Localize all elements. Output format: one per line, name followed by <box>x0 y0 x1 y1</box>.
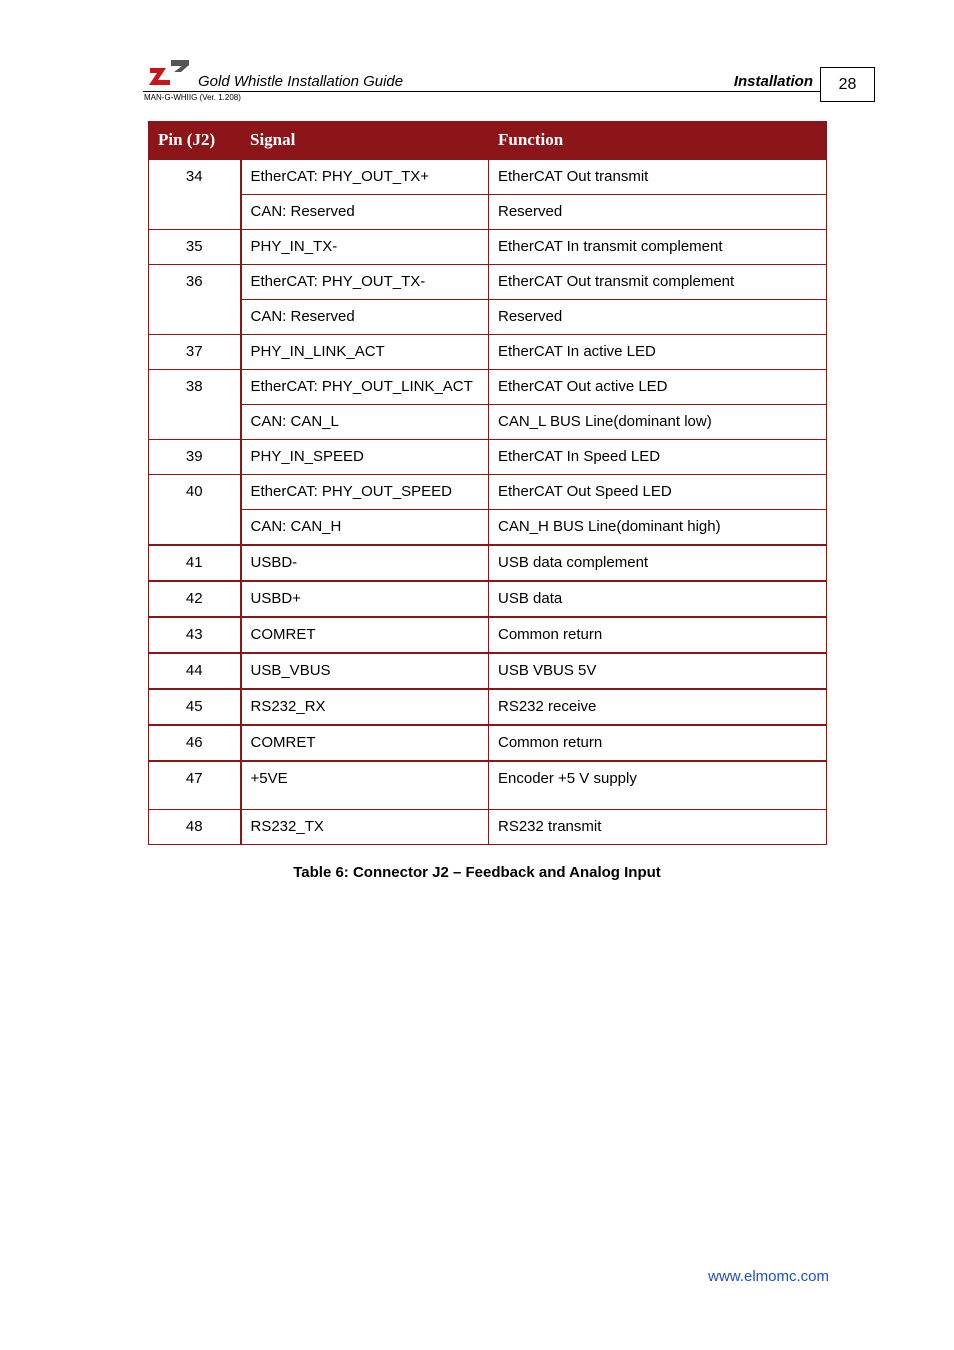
table-row <box>149 689 827 725</box>
signal-cell: USBD- <box>241 545 489 581</box>
signal-cell: CAN: CAN_H <box>241 510 489 546</box>
pin-cell: 41 <box>149 545 241 581</box>
website-link[interactable]: www.elmomc.com <box>708 1268 829 1285</box>
function-cell: USB data <box>489 581 827 617</box>
page-header <box>0 0 954 110</box>
function-cell: Reserved <box>489 300 827 335</box>
table-row <box>149 725 827 761</box>
signal-cell: COMRET <box>241 725 489 761</box>
table-row <box>149 545 827 581</box>
signal-cell: PHY_IN_SPEED <box>241 440 489 475</box>
signal-cell: USB_VBUS <box>241 653 489 689</box>
function-cell: RS232 receive <box>489 689 827 725</box>
pin-cell: 35 <box>149 230 241 265</box>
table-row <box>149 440 827 475</box>
pin-cell: 46 <box>149 725 241 761</box>
pin-cell: 39 <box>149 440 241 475</box>
function-cell: USB VBUS 5V <box>489 653 827 689</box>
signal-cell: EtherCAT: PHY_OUT_LINK_ACT <box>241 370 489 405</box>
pin-cell: 37 <box>149 335 241 370</box>
pin-cell: 34 <box>149 159 241 230</box>
function-cell: EtherCAT Out transmit complement <box>489 265 827 300</box>
function-cell: Common return <box>489 617 827 653</box>
table-row <box>149 475 827 510</box>
table-row <box>149 265 827 300</box>
column-header-pin: Pin (J2) <box>149 122 241 160</box>
column-header-signal: Signal <box>241 122 489 160</box>
table-row <box>149 335 827 370</box>
table-row <box>149 653 827 689</box>
signal-cell: PHY_IN_TX- <box>241 230 489 265</box>
document-version: MAN-G-WHIIG (Ver. 1.208) <box>144 93 241 102</box>
table-row <box>149 510 827 546</box>
table-caption: Table 6: Connector J2 – Feedback and Analog Input <box>293 864 661 881</box>
connector-j2-table <box>148 121 827 845</box>
function-cell: Common return <box>489 725 827 761</box>
function-cell: Encoder +5 V supply <box>489 761 827 809</box>
function-cell: EtherCAT In active LED <box>489 335 827 370</box>
signal-cell: +5VE <box>241 761 489 809</box>
elmo-logo-icon <box>148 58 190 86</box>
page-number: 28 <box>820 67 875 102</box>
function-cell: CAN_L BUS Line(dominant low) <box>489 405 827 440</box>
signal-cell: EtherCAT: PHY_OUT_TX+ <box>241 159 489 195</box>
signal-cell: PHY_IN_LINK_ACT <box>241 335 489 370</box>
table-row <box>149 300 827 335</box>
signal-cell: CAN: Reserved <box>241 300 489 335</box>
pin-cell: 42 <box>149 581 241 617</box>
table-row <box>149 405 827 440</box>
signal-cell: EtherCAT: PHY_OUT_SPEED <box>241 475 489 510</box>
table-row <box>149 230 827 265</box>
pin-cell: 48 <box>149 809 241 844</box>
table-row <box>149 195 827 230</box>
function-cell: Reserved <box>489 195 827 230</box>
table-row <box>149 617 827 653</box>
table-header-row <box>149 122 827 160</box>
signal-cell: CAN: CAN_L <box>241 405 489 440</box>
pin-cell: 45 <box>149 689 241 725</box>
pin-cell: 38 <box>149 370 241 440</box>
table-row <box>149 809 827 844</box>
table-row <box>149 581 827 617</box>
function-cell: EtherCAT Out active LED <box>489 370 827 405</box>
column-header-function: Function <box>489 122 827 160</box>
pin-cell: 44 <box>149 653 241 689</box>
signal-cell: EtherCAT: PHY_OUT_TX- <box>241 265 489 300</box>
function-cell: RS232 transmit <box>489 809 827 844</box>
document-title: Gold Whistle Installation Guide <box>198 73 404 90</box>
section-title: Installation <box>733 73 813 90</box>
pin-cell: 36 <box>149 265 241 335</box>
function-cell: EtherCAT In transmit complement <box>489 230 827 265</box>
signal-cell: USBD+ <box>241 581 489 617</box>
pin-cell: 47 <box>149 761 241 809</box>
table-row <box>149 159 827 195</box>
signal-cell: RS232_RX <box>241 689 489 725</box>
signal-cell: CAN: Reserved <box>241 195 489 230</box>
header-rule <box>143 91 820 92</box>
function-cell: USB data complement <box>489 545 827 581</box>
pin-cell: 40 <box>149 475 241 546</box>
table-row <box>149 761 827 809</box>
signal-cell: COMRET <box>241 617 489 653</box>
signal-cell: RS232_TX <box>241 809 489 844</box>
function-cell: EtherCAT Out transmit <box>489 159 827 195</box>
function-cell: CAN_H BUS Line(dominant high) <box>489 510 827 546</box>
function-cell: EtherCAT In Speed LED <box>489 440 827 475</box>
table-row <box>149 370 827 405</box>
pin-cell: 43 <box>149 617 241 653</box>
function-cell: EtherCAT Out Speed LED <box>489 475 827 510</box>
